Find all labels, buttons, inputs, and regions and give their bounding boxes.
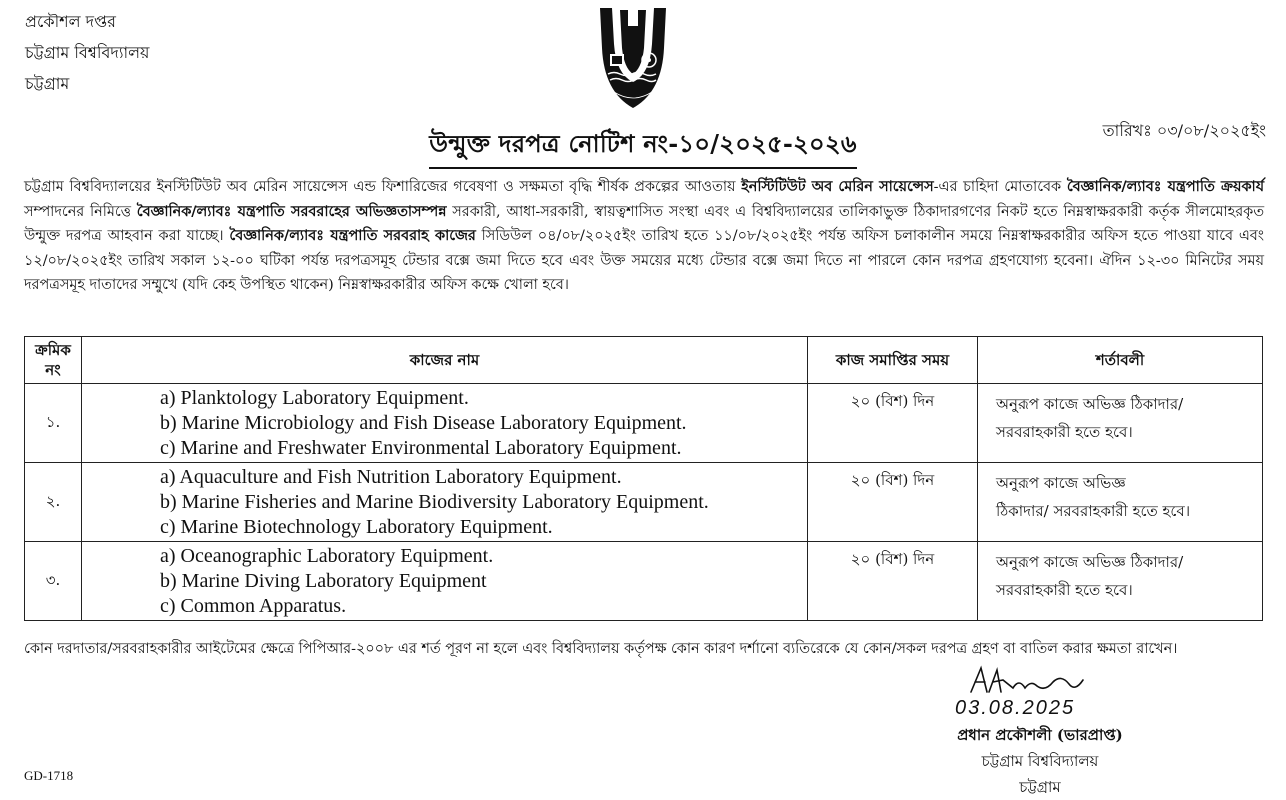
work-table	[24, 336, 1263, 621]
signatory-designation: প্রধান প্রকৌশলী (ভারপ্রাপ্ত)	[957, 726, 1123, 744]
row-serial: ২.	[25, 463, 82, 542]
table-row	[25, 384, 1263, 463]
condition-line: অনুরূপ কাজে অভিজ্ঞ ঠিকাদার/	[996, 553, 1184, 571]
work-item: b) Marine Diving Laboratory Equipment	[160, 570, 487, 592]
header-conditions: শর্তাবলী	[978, 337, 1263, 384]
row-work	[82, 463, 808, 542]
intro-text-2: -এর চাহিদা মোতাবেক	[933, 179, 1067, 195]
condition-line: সরবরাহকারী হতে হবে।	[996, 423, 1133, 441]
office-city: চট্টগ্রাম	[25, 74, 70, 93]
condition-line: সরবরাহকারী হতে হবে।	[996, 581, 1133, 599]
signature-date: 03.08.2025	[955, 697, 1076, 719]
row-work	[82, 384, 808, 463]
table-row	[25, 463, 1263, 542]
work-item: a) Aquaculture and Fish Nutrition Laboratory Equipment.	[160, 466, 622, 488]
work-item: a) Oceanographic Laboratory Equipment.	[160, 545, 494, 567]
row-work	[82, 542, 808, 621]
header-serial-line1: ক্রমিক	[35, 341, 71, 359]
row-conditions	[978, 463, 1263, 542]
notice-title-wrapper	[0, 126, 1286, 169]
row-conditions	[978, 542, 1263, 621]
work-item: c) Marine and Freshwater Environmental Laboratory Equipment.	[160, 437, 682, 459]
table-header-row	[25, 337, 1263, 384]
footer-note: কোন দরদাতার/সরবরাহকারীর আইটেমের ক্ষেত্রে পিপিআর-২০০৮ এর শর্ত পূরণ না হলে এবং বিশ্ববিদ্যালয় কর্তৃপক্ষ কোন কারণ দর্শানো ব্যতিরেকে যে কোন/সকল দরপত্র গ্রহণ বা বাতিল করার ক্ষমতা রাখেন।	[24, 641, 1178, 657]
condition-line: ঠিকাদার/ সরবরাহকারী হতে হবে।	[996, 502, 1191, 520]
university-name: চট্টগ্রাম বিশ্ববিদ্যালয়	[25, 43, 150, 62]
intro-bold-2: বৈজ্ঞানিক/ল্যাবঃ যন্ত্রপাতি ক্রয়কার্য	[1066, 178, 1264, 195]
row-serial: ৩.	[25, 542, 82, 621]
document-code: GD-1718	[24, 768, 74, 783]
row-time: ২০ (বিশ) দিন	[808, 463, 978, 542]
intro-text-1: চট্টগ্রাম বিশ্ববিদ্যালয়ের ইনস্টিটিউট অব মেরিন সায়েন্সেস এন্ড ফিশারিজের গবেষণা ও সক্ষমতা বৃদ্ধি শীর্ষক প্রকল্পের আওতায়	[24, 179, 742, 195]
header-work: কাজের নাম	[82, 337, 808, 384]
work-item: b) Marine Fisheries and Marine Biodiversity Laboratory Equipment.	[160, 491, 709, 513]
intro-paragraph	[24, 175, 1264, 298]
work-item: b) Marine Microbiology and Fish Disease Laboratory Equipment.	[160, 412, 687, 434]
office-address	[25, 6, 149, 99]
header-time: কাজ সমাপ্তির সময়	[808, 337, 978, 384]
row-time: ২০ (বিশ) দিন	[808, 384, 978, 463]
notice-title: উন্মুক্ত দরপত্র নোটিশ নং-১০/২০২৫-২০২৬	[429, 126, 857, 169]
row-serial: ১.	[25, 384, 82, 463]
notice-date: তারিখঃ ০৩/০৮/২০২৫ইং	[1102, 121, 1266, 140]
work-item: a) Planktology Laboratory Equipment.	[160, 387, 469, 409]
table-row	[25, 542, 1263, 621]
university-emblem-icon	[592, 4, 674, 112]
intro-text-4: সরকারী, আধা-সরকারী, স্বায়ত্বশাসিত সংস্থা এবং এ বিশ্ববিদ্যালয়ের তালিকাভুক্ত ঠিকাদারগণের নিকট হতে নিম্নস্বাক্ষরকারী কর্তৃক সীলমোহরকৃত উন্মুক্ত দরপত্র আহবান করা যাচ্ছে।	[24, 203, 1264, 244]
row-time: ২০ (বিশ) দিন	[808, 542, 978, 621]
work-item: c) Marine Biotechnology Laboratory Equipment.	[160, 516, 553, 538]
intro-bold-1: ইনস্টিটিউট অব মেরিন সায়েন্সেস	[741, 178, 934, 195]
condition-line: অনুরূপ কাজে অভিজ্ঞ	[996, 474, 1126, 492]
intro-bold-4: বৈজ্ঞানিক/ল্যাবঃ যন্ত্রপাতি সরবরাহ কাজের	[229, 227, 476, 244]
signatory-block	[910, 722, 1170, 800]
intro-bold-3: বৈজ্ঞানিক/ল্যাবঃ যন্ত্রপাতি সরবরাহের অভিজ্ঞতাসম্পন্ন	[136, 202, 447, 220]
condition-line: অনুরূপ কাজে অভিজ্ঞ ঠিকাদার/	[996, 395, 1184, 413]
signatory-org: চট্টগ্রাম বিশ্ববিদ্যালয়	[981, 752, 1099, 770]
intro-text-5: সিডিউল ০৪/০৮/২০২৫ইং তারিখ হতে ১১/০৮/২০২৫ইং পর্যন্ত অফিস চলাকালীন সময়ে নিম্নস্বাক্ষরকারীর অফিস হতে পাওয়া যাবে এবং ১২/০৮/২০২৫ইং তারিখ সকাল ১২-০০ ঘটিকা পর্যন্ত দরপত্রসমূহ টেন্ডার বক্সে জমা দিতে হবে এবং উক্ত সময়ের মধ্যে টেন্ডার বক্সে জমা দিতে না পারলে কোন দরপত্র গ্রহণযোগ্য হবেনা। ঐদিন ১২-৩০ মিনিটের সময় দরপত্রসমূহ দাতাদের সম্মুখে (যদি কেহ উপস্থিত থাকেন) নিম্নস্বাক্ষরকারীর অফিস কক্ষে খোলা হবে।	[24, 228, 1264, 293]
office-name: প্রকৌশল দপ্তর	[25, 12, 116, 31]
signatory-city: চট্টগ্রাম	[1019, 778, 1061, 796]
row-conditions	[978, 384, 1263, 463]
work-item: c) Common Apparatus.	[160, 595, 347, 617]
intro-text-3: সম্পাদনের নিমিত্তে	[24, 203, 137, 220]
header-serial	[25, 337, 82, 384]
header-serial-line2: নং	[45, 361, 61, 379]
